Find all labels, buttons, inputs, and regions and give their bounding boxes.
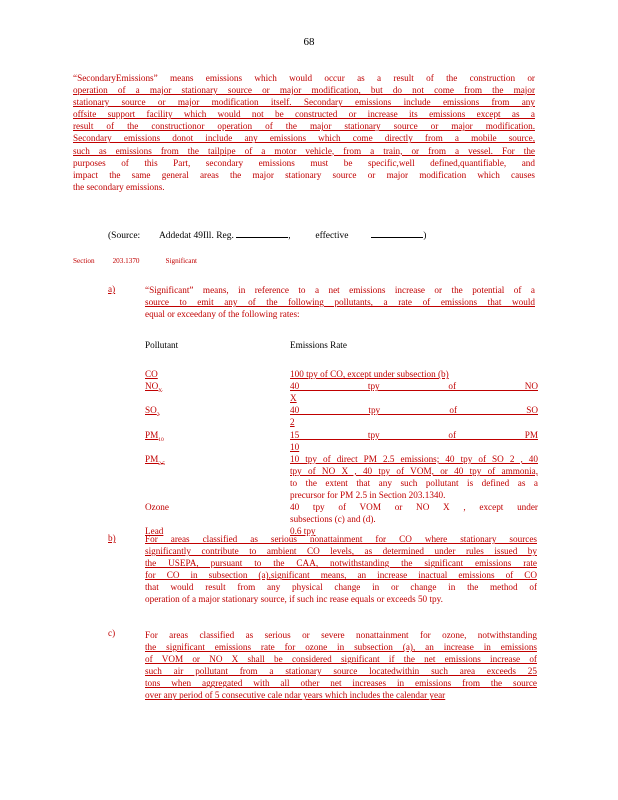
text-line: source to emit any of the following pollutants, a rate of emissions that would	[145, 297, 535, 308]
rate-cell: 40 tpy of SO	[290, 405, 538, 416]
rate-cell: 2	[290, 417, 295, 428]
rate-cell: 40 tpy of VOM or NO X , except under	[290, 502, 538, 513]
text-line: of VOM or NO X shall be considered significant if the net emissions increase of	[145, 654, 537, 665]
source-comma: ,	[288, 231, 291, 241]
table-row	[145, 392, 540, 404]
text-line: operation of a major stationary source, if such inc rease equals or exceeds 50 tpy.	[145, 594, 443, 605]
secondary-emissions-definition	[73, 72, 535, 193]
text-line: operation of a major stationary source or major modification, but do not come from the major	[73, 85, 535, 96]
rate-cell: 100 tpy of CO, except under subsection (b)	[290, 369, 449, 380]
text-line: Secondary emissions donot include any emissions which come directly from a mobile source,	[73, 133, 535, 144]
rate-cell: 40 tpy of NO	[290, 381, 538, 392]
table-row	[145, 501, 540, 513]
text-line: such air pollutant from a stationary source locatedwithin such area exceeds 25	[145, 666, 537, 677]
rate-cell: subsections (c) and (d).	[290, 514, 376, 525]
pollutant-cell: Ozone	[145, 502, 169, 513]
rate-cell: tpy of NO X , 40 tpy of VOM, or 40 tpy of ammonia,	[290, 465, 538, 476]
table-row	[145, 368, 540, 380]
source-effective: effective	[315, 231, 349, 241]
page-number: 68	[303, 36, 315, 48]
table-row	[145, 513, 540, 525]
text-line: such as emissions from the tailpipe of a motor vehicle, from a train, or from a vessel. For the	[73, 145, 535, 156]
text-line: over any period of 5 consecutive cale ndar years which includes the calendar year	[145, 690, 446, 701]
item-a-text	[145, 284, 535, 320]
text-line: offsite support facility which would not be constructed or increase its emissions except as a	[73, 109, 535, 120]
register-blank	[236, 228, 288, 238]
text-line: “Significant” means, in reference to a net emissions increase or the potential of a	[145, 285, 535, 295]
pollutant-cell: $PM_{2.5}$	[145, 453, 166, 467]
section-heading	[73, 257, 223, 265]
table-row	[145, 441, 540, 453]
source-note	[108, 228, 426, 241]
header-pollutant: Pollutant	[145, 340, 179, 350]
table-row	[145, 429, 540, 441]
item-c-label: c)	[108, 628, 116, 638]
text-line: significantly contribute to ambient CO levels, as determined under rules issued by	[145, 546, 537, 557]
rate-cell: 10 tpy of direct PM 2.5 emissions; 40 tpy of SO 2 , 40	[290, 453, 538, 464]
text-line: stationary source or major modification itself. Secondary emissions include emissions from any	[73, 97, 535, 108]
text-line: for CO in subsection (a),significant means, an increase inactual emissions of CO	[145, 570, 537, 581]
rate-cell: 15 tpy of PM	[290, 429, 538, 440]
pollutant-cell: Lead	[145, 526, 164, 537]
section-word: Section	[73, 257, 95, 265]
section-title: Significant	[165, 257, 198, 265]
text-line: the USEPA, pursuant to the CAA, notwithstanding the significant emissions rate	[145, 558, 537, 569]
text-line: For areas classified as serious or severe nonattainment for ozone, notwithstanding	[145, 630, 537, 640]
source-close: )	[423, 231, 427, 241]
text-line: impact the same general areas the major stationary source or major modification which causes	[73, 169, 535, 180]
text-line: For areas classified as serious nonattainment for CO where stationary sources	[145, 534, 537, 544]
pollutant-cell: $SO_2$	[145, 405, 160, 419]
table-header	[145, 339, 540, 351]
table-row	[145, 404, 540, 419]
table-row	[145, 489, 540, 501]
table-row	[145, 453, 540, 465]
rate-cell: 10	[290, 441, 300, 452]
text-line: tons when aggregated with all other net increases in emissions from the source	[145, 678, 537, 689]
text-line: the significant emissions rate for ozone in subsection (a), an increase in emissions	[145, 642, 537, 653]
rate-cell: X	[290, 393, 297, 404]
rate-cell: precursor for PM 2.5 in Section 203.1340.	[290, 490, 446, 501]
item-b-text	[145, 533, 537, 606]
text-line: purposes of this Part, secondary emissions must be specific,well defined,quantifiable, and	[73, 157, 535, 168]
pollutant-cell: CO	[145, 369, 158, 380]
emissions-rate-table	[145, 339, 540, 537]
pollutant-cell: $NO_X$	[145, 381, 163, 395]
section-number: 203.1370	[112, 257, 140, 265]
text-line: “SecondaryEmissions” means emissions which would occur as a result of the construction or	[73, 73, 535, 83]
item-a-label: a)	[108, 284, 116, 294]
pollutant-cell: $PM_{10}$	[145, 429, 164, 443]
text-line: that would result from any physical change in or change in the method of	[145, 582, 537, 593]
table-row	[145, 416, 540, 428]
text-line: the secondary emissions.	[73, 181, 165, 192]
item-b-label: b)	[108, 533, 116, 543]
source-prefix: (Source:	[108, 231, 141, 241]
table-row	[145, 380, 540, 395]
header-rate: Emissions Rate	[290, 340, 347, 350]
text-line: result of the constructionor operation of the major stationary source or major modification.	[73, 121, 535, 132]
rate-cell: 0.6 tpy	[290, 526, 316, 537]
item-c-text	[145, 629, 537, 702]
rate-cell: to the extent that any such pollutant is defined as a	[290, 477, 538, 488]
effective-date-blank	[371, 228, 423, 238]
table-row	[145, 465, 540, 477]
table-row	[145, 477, 540, 489]
source-added: Addedat 49Ill. Reg.	[158, 231, 234, 241]
table-body	[145, 368, 540, 537]
text-line: equal or exceedany of the following rates:	[145, 309, 300, 320]
